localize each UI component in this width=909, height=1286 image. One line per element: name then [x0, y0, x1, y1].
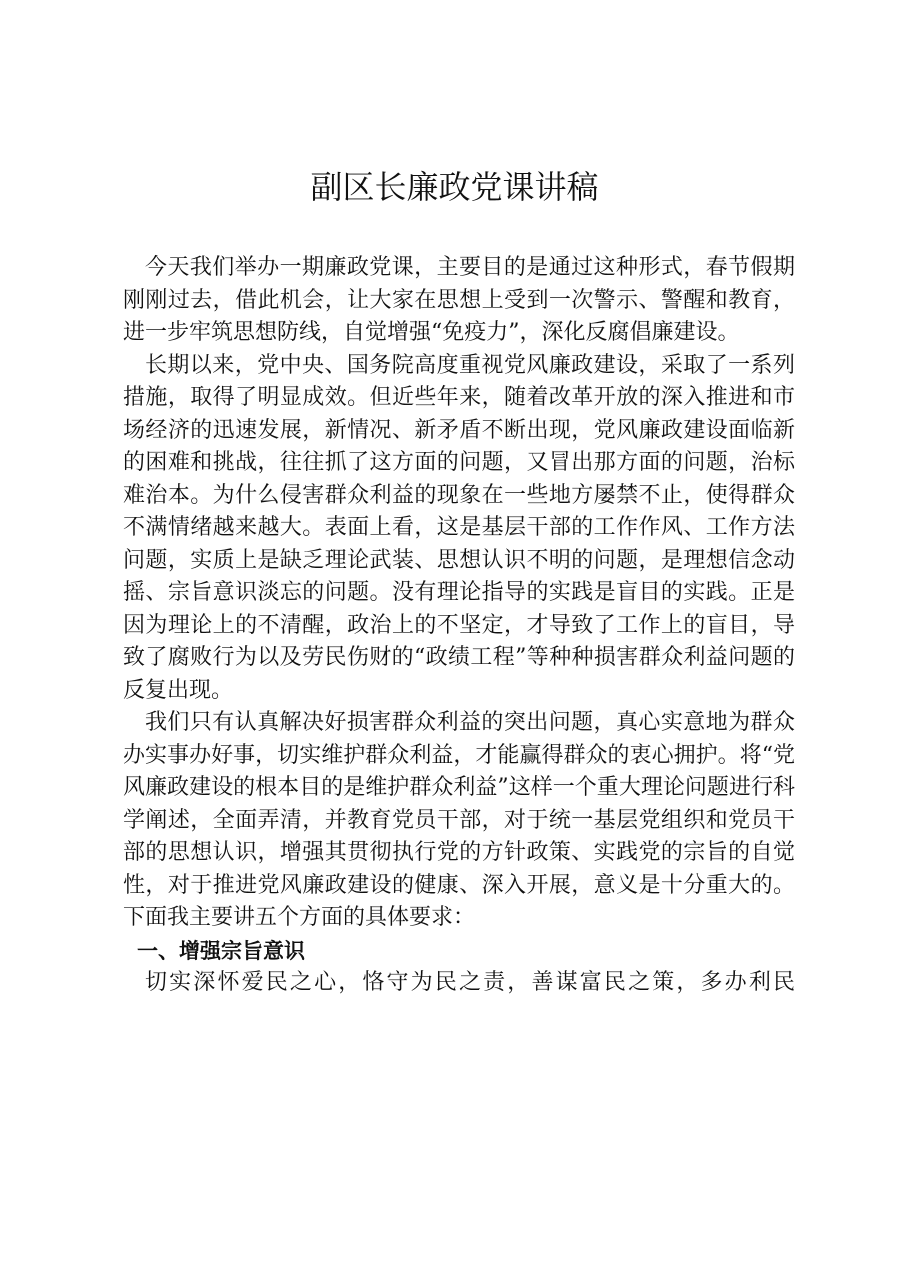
document-title: 副区长廉政党课讲稿: [310, 168, 599, 206]
paragraph-background: 长期以来，党中央、国务院高度重视党风廉政建设，采取了一系列措施，取得了明显成效。但近些年来，随着改革开放的深入推进和市场经济的迅速发展，新情况、新矛盾不断出现，党风廉政建设面临新的困难和挑战，往往抓了这方面的问题，又冒出那方面的问题，治标难治本。为什么侵害群众利益的现象在一些地方屡禁不止，使得群众不满情绪越来越大。表面上看，这是基层干部的工作作风、工作方法问题，实质上是缺乏理论武装、思想认识不明的问题，是理想信念动摇、宗旨意识淡忘的问题。没有理论指导的实践是盲目的实践。正是因为理论上的不清醒，政治上的不坚定，才导致了工作上的盲目，导致了腐败行为以及劳民伤财的“政绩工程”等种种损害群众利益问题的反复出现。: [123, 352, 795, 703]
paragraph-significance: 我们只有认真解决好损害群众利益的突出问题，真心实意地为群众办实事办好事，切实维护群众利益，才能赢得群众的衷心拥护。将“党风廉政建设的根本目的是维护群众利益”这样一个重大理论问题进行科学阐述，全面弄清，并教育党员干部，对于统一基层党组织和党员干部的思想认识，增强其贯彻执行党的方针政策、实践党的宗旨的自觉性，对于推进党风廉政建设的健康、深入开展，意义是十分重大的。下面我主要讲五个方面的具体要求：: [123, 710, 795, 930]
document-body: [123, 252, 795, 1000]
paragraph-section-one: 切实深怀爱民之心，恪守为民之责，善谋富民之策，多办利民: [145, 970, 795, 995]
paragraph-intro: 今天我们举办一期廉政党课，主要目的是通过这种形式，春节假期刚刚过去，借此机会，让大家在思想上受到一次警示、警醒和教育，进一步牢筑思想防线，自觉增强“免疫力”，深化反腐倡廉建设。: [123, 255, 795, 345]
section-heading: 一、增强宗旨意识: [137, 938, 305, 963]
